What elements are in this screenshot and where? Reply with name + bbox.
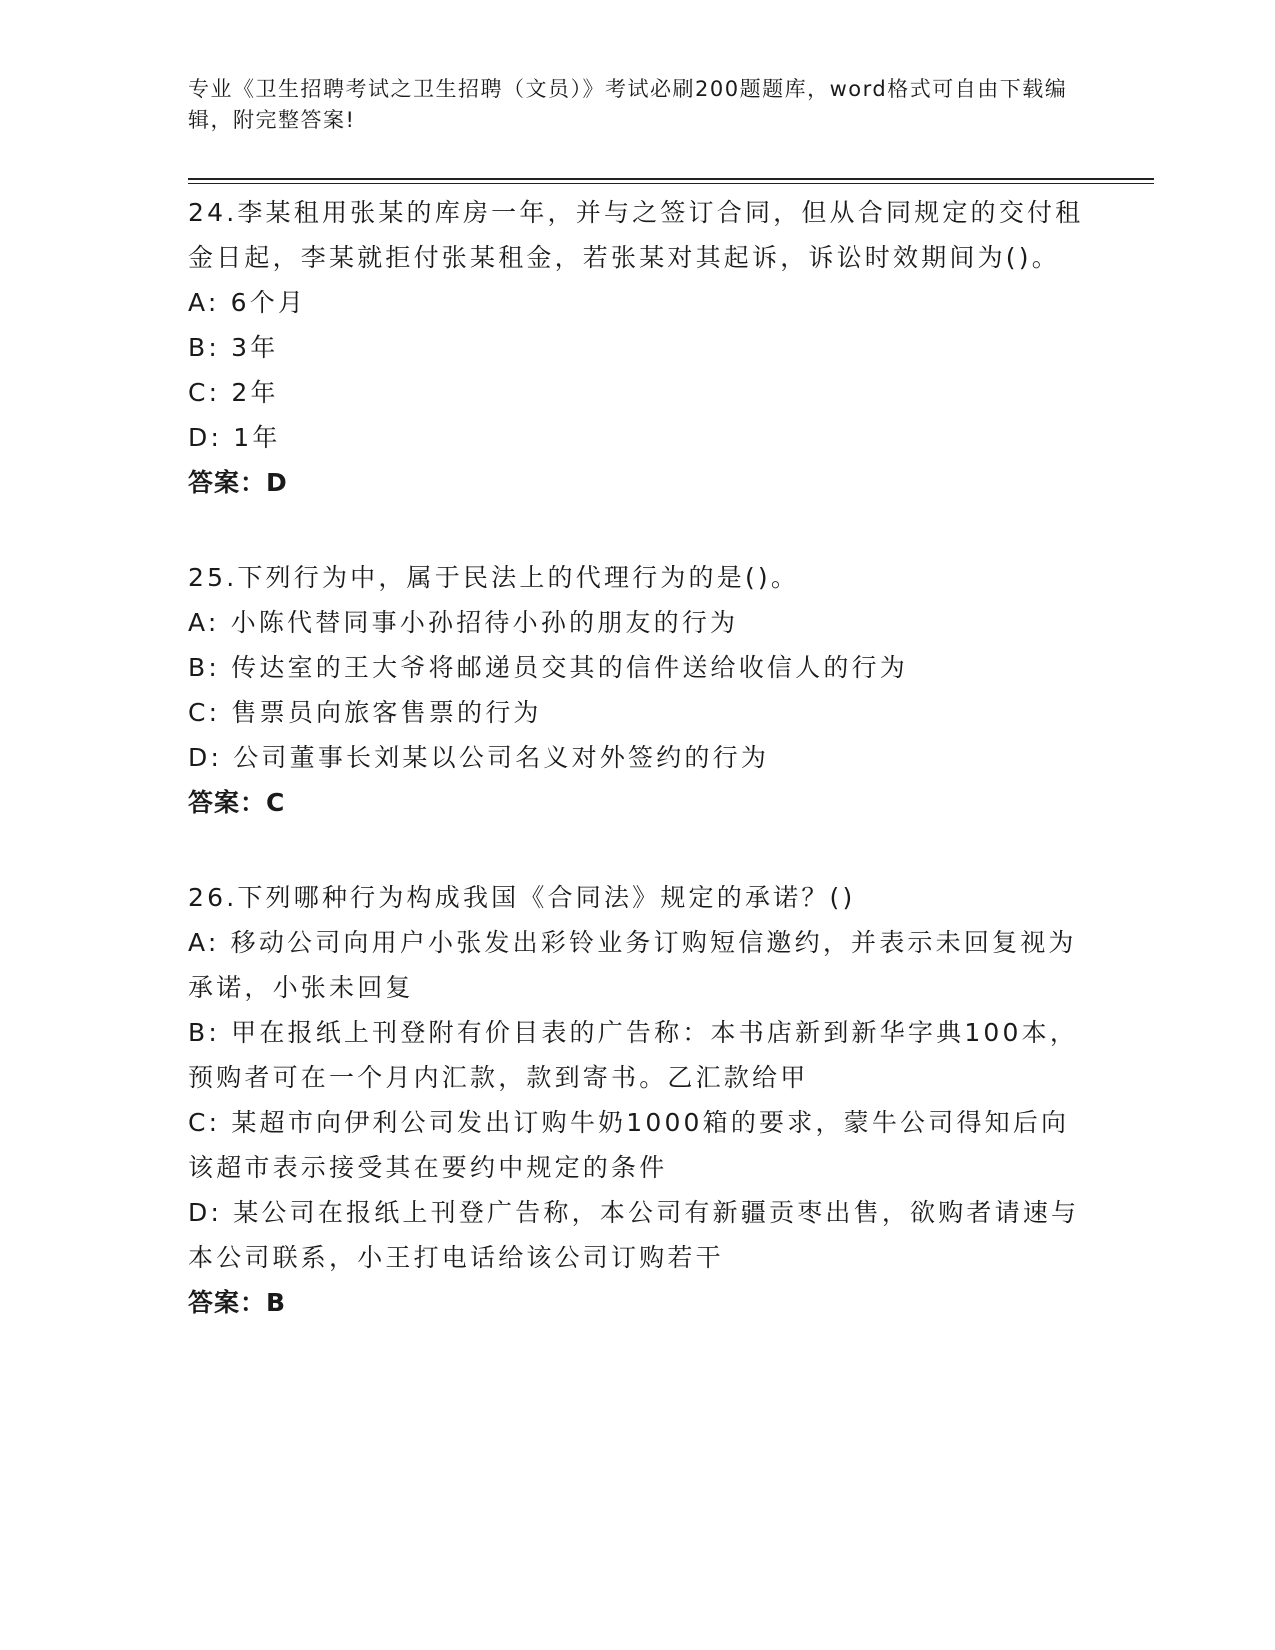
question-24 — [188, 190, 1088, 505]
option-c: C: 售票员向旅客售票的行为 — [188, 698, 542, 727]
question-26 — [188, 875, 1088, 1325]
option-c: C: 2年 — [188, 378, 279, 407]
answer-line: 答案：C — [188, 788, 286, 817]
document-header: 专业《卫生招聘考试之卫生招聘（文员）》考试必刷200题题库，word格式可自由下载编辑，附完整答案! — [188, 77, 1068, 132]
option-d: D: 1年 — [188, 423, 281, 452]
option-a: A: 移动公司向用户小张发出彩铃业务订购短信邀约，并表示未回复视为承诺，小张未回复 — [188, 928, 1077, 1002]
option-b: B: 传达室的王大爷将邮递员交其的信件送给收信人的行为 — [188, 653, 908, 682]
question-25 — [188, 555, 1088, 825]
question-stem: 25.下列行为中，属于民法上的代理行为的是()。 — [188, 563, 800, 592]
header-divider-thin — [188, 183, 1154, 184]
option-d: D: 公司董事长刘某以公司名义对外签约的行为 — [188, 743, 770, 772]
answer-line: 答案：B — [188, 1288, 287, 1317]
header-divider-thick — [188, 178, 1154, 180]
question-stem: 26.下列哪种行为构成我国《合同法》规定的承诺？() — [188, 883, 856, 912]
option-b: B: 甲在报纸上刊登附有价目表的广告称：本书店新到新华字典100本，预购者可在一个月内汇款，款到寄书。乙汇款给甲 — [188, 1018, 1079, 1092]
answer-line: 答案：D — [188, 468, 288, 497]
question-list — [188, 190, 1088, 1375]
option-b: B: 3年 — [188, 333, 279, 362]
option-a: A: 6个月 — [188, 288, 307, 317]
question-stem: 24.李某租用张某的库房一年，并与之签订合同，但从合同规定的交付租金日起，李某就拒付张某租金，若张某对其起诉，诉讼时效期间为()。 — [188, 198, 1084, 272]
option-c: C: 某超市向伊利公司发出订购牛奶1000箱的要求，蒙牛公司得知后向该超市表示接受其在要约中规定的条件 — [188, 1108, 1070, 1182]
option-d: D: 某公司在报纸上刊登广告称，本公司有新疆贡枣出售，欲购者请速与本公司联系，小王打电话给该公司订购若干 — [188, 1198, 1080, 1272]
option-a: A: 小陈代替同事小孙招待小孙的朋友的行为 — [188, 608, 739, 637]
